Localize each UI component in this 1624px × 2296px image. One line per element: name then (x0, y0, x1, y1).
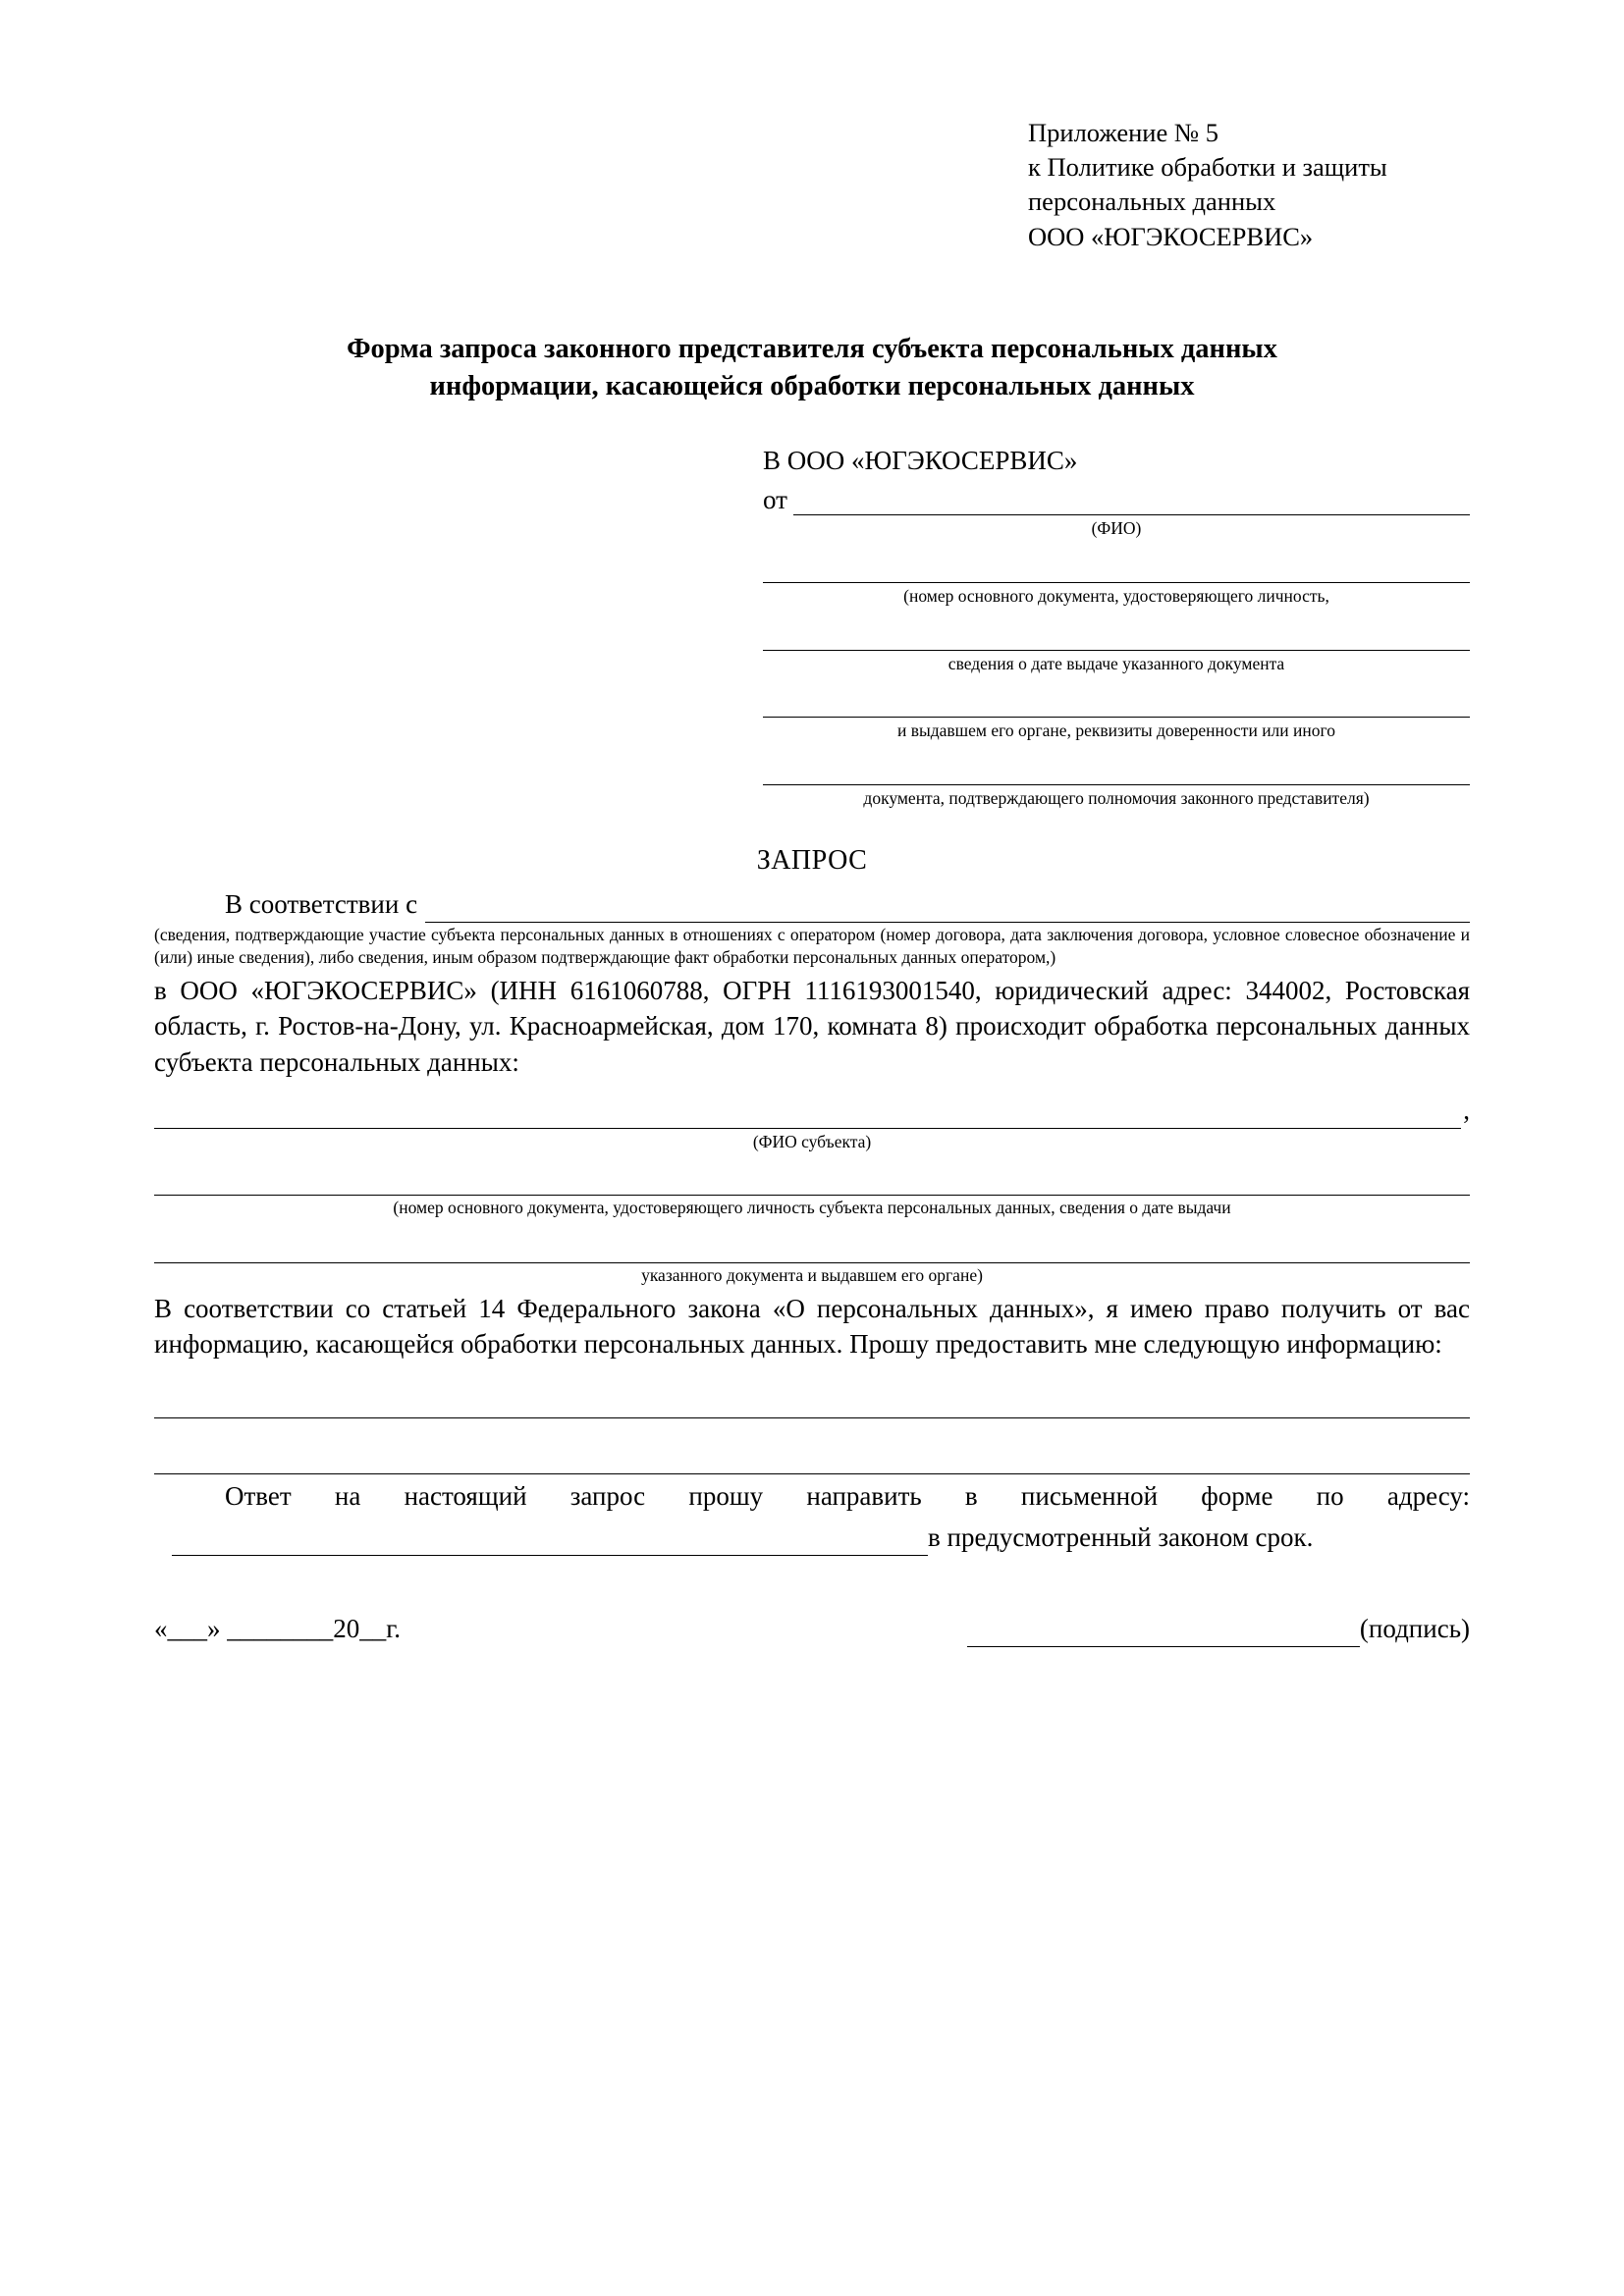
title-line-1: Форма запроса законного представителя субъекта персональных данных (347, 333, 1277, 364)
appendix-header (1028, 116, 1470, 254)
organization-paragraph: в ООО «ЮГЭКОСЕРВИС» (ИНН 6161060788, ОГРН 1116193001540, юридический адрес: 344002, Ростовская область, г. Ростов-на-Дону, ул. Красноармейская, дом 170, комната 8) происходит обработка персональных данных субъекта персональных данных: (154, 975, 1470, 1078)
subject-fio-input[interactable] (154, 1097, 1461, 1129)
date-field[interactable]: «___» ________20__г. (154, 1614, 402, 1644)
info-request-input-2[interactable] (154, 1440, 1470, 1474)
doc-organ-field (763, 686, 1470, 742)
from-row (763, 484, 1470, 515)
subject-doc-input-2[interactable] (154, 1232, 1470, 1263)
signature-input[interactable] (967, 1617, 1360, 1647)
page-title (154, 331, 1470, 406)
caption-subject-fio: (ФИО субъекта) (752, 1131, 872, 1151)
basis-input[interactable] (425, 891, 1470, 923)
request-heading: ЗАПРОС (756, 844, 868, 876)
addressee-block (763, 446, 1470, 810)
caption-subject-doc-2: указанного документа и выдавшем его органе) (641, 1264, 983, 1285)
doc-number-field (763, 552, 1470, 608)
law-paragraph: В соответствии со статьей 14 Федерального закона «О персональных данных», я имею право получить от вас информацию, касающейся обработки персональных данных. Прошу предоставить мне следующую информацию: (154, 1293, 1470, 1360)
caption-subject-doc: (номер основного документа, удостоверяющего личность субъекта персональных данных, сведения о дате выдачи (393, 1198, 1231, 1218)
doc-date-field (763, 618, 1470, 674)
appendix-number: Приложение № 5 (1028, 118, 1219, 147)
info-request-input-1[interactable] (154, 1384, 1470, 1418)
subject-doc-input[interactable] (154, 1164, 1470, 1196)
answer-request-text: Ответ на настоящий запрос прошу направить в письменной форме по адресу: (225, 1480, 1470, 1511)
doc-number-input[interactable] (763, 552, 1470, 583)
answer-address-row (154, 1520, 1470, 1556)
caption-fio: (ФИО) (1091, 517, 1142, 538)
doc-authority-field (763, 754, 1470, 810)
from-label: от (763, 484, 787, 514)
signature-label: (подпись) (1359, 1614, 1470, 1644)
caption-basis: (сведения, подтверждающие участие субъекта персональных данных в отношениях с оператором (номер договора, дата заключения договора, условное словесное обозначение и (или) иные сведения), либо сведения, иным образом подтверждающие факт обработки персональных данных оператором,) (154, 924, 1470, 967)
appendix-policy-line-1: к Политике обработки и защиты (1028, 152, 1387, 183)
subject-doc-field (154, 1164, 1470, 1219)
title-line-2: информации, касающейся обработки персональных данных (429, 371, 1195, 402)
subject-fio-comma: , (1463, 1095, 1470, 1125)
doc-date-input[interactable] (763, 618, 1470, 650)
addressee-organization: В ООО «ЮГЭКОСЕРВИС» (763, 445, 1078, 475)
basis-label: В соответствии с (225, 888, 418, 919)
answer-tail-text: в предусмотренный законом срок. (928, 1522, 1314, 1553)
appendix-company: ООО «ЮГЭКОСЕРВИС» (1028, 221, 1314, 251)
subject-doc-field-2 (154, 1232, 1470, 1287)
caption-doc-number: (номер основного документа, удостоверяющего личность, (903, 585, 1329, 606)
subject-fio-row (154, 1093, 1470, 1129)
document-body (154, 886, 1470, 1647)
caption-doc-organ: и выдавшем его органе, реквизиты доверенности или иного (896, 721, 1336, 741)
answer-address-input[interactable] (172, 1524, 928, 1556)
signature-field (967, 1611, 1470, 1647)
basis-row (154, 886, 1470, 923)
doc-organ-input[interactable] (763, 686, 1470, 718)
signature-row (154, 1611, 1470, 1647)
caption-doc-authority: документа, подтверждающего полномочия законного представителя) (863, 788, 1370, 809)
doc-authority-input[interactable] (763, 754, 1470, 785)
caption-doc-date: сведения о дате выдаче указанного документа (947, 653, 1285, 673)
appendix-policy-line-2: персональных данных (1028, 187, 1276, 217)
from-fio-input[interactable] (793, 484, 1470, 515)
